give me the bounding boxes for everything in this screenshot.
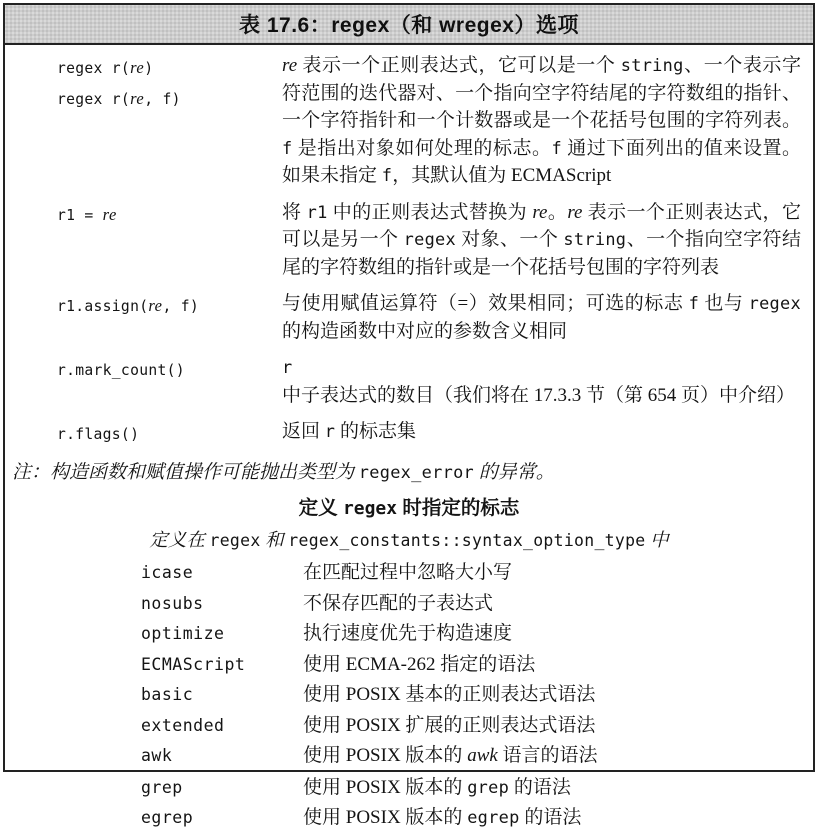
flag-description — [303, 741, 803, 772]
flag-row — [5, 741, 813, 772]
option-term — [57, 418, 282, 450]
text-run: regex — [209, 531, 261, 550]
flag-row — [5, 772, 813, 803]
regex-options-table — [3, 3, 815, 828]
term-line — [57, 200, 282, 231]
text-run: regex r( — [57, 60, 131, 77]
text-run: f — [282, 137, 293, 158]
text-run: 的构造函数中对应的参数含义相同 — [282, 320, 568, 342]
text-run: re — [532, 201, 548, 223]
option-rows — [5, 52, 813, 450]
text-run: POSIX — [345, 684, 401, 705]
option-description — [282, 290, 801, 345]
text-run: r1.assign( — [57, 298, 149, 315]
text-run: f — [551, 137, 562, 158]
flag-name: egrep — [141, 808, 194, 827]
text-run: 与使用赋值运算符（=）效果相同；可选的标志 — [282, 293, 689, 314]
text-run: 的标志集 — [335, 421, 417, 442]
text-run: r — [324, 421, 336, 441]
text-run: 使用 — [303, 714, 346, 736]
text-run: 、一个表示字符范围的迭代器对、一个指向空字符结尾的字符数组的指针、一个字符指针和一个计数器或是一个花括号包围的字符列表。 — [282, 55, 801, 131]
text-run: 。 — [547, 201, 568, 223]
text-run: 版本的 — [400, 745, 468, 766]
text-run: r.flags() — [57, 426, 140, 443]
text-run: 注：构造函数和赋值操作可能抛出类型为 — [12, 462, 359, 483]
text-run: 中子表达式的数目（我们将在 17.3.3 节（第 654 页）中介绍） — [282, 384, 796, 406]
option-description — [282, 52, 801, 190]
text-run: 指定的语法 — [435, 653, 536, 675]
flag-description — [303, 772, 803, 804]
flag-description — [303, 802, 803, 834]
text-run: 版本的 — [400, 807, 468, 828]
text-run: re — [567, 201, 583, 223]
option-term — [57, 290, 282, 345]
text-run: 使用 — [303, 653, 346, 675]
text-run: string — [563, 229, 627, 249]
flag-description — [303, 650, 803, 681]
text-run: 在匹配过程中忽略大小写 — [303, 562, 513, 583]
text-run: regex_error — [358, 462, 475, 482]
flag-row — [5, 650, 813, 681]
text-run: re — [130, 58, 145, 77]
text-run: awk — [467, 745, 498, 766]
text-run: r.mark_count() — [57, 362, 185, 379]
term-line — [57, 291, 282, 322]
flag-name: grep — [141, 777, 183, 797]
text-run: , f) — [162, 298, 200, 315]
text-run: 表示一个正则表达式，它可以是一个 — [297, 55, 621, 76]
flag-description — [303, 589, 803, 620]
table-row — [5, 418, 813, 450]
text-run: re — [148, 296, 163, 315]
text-run: 使用 — [303, 745, 346, 766]
text-run: r — [282, 357, 293, 377]
flag-name: ECMAScript — [141, 654, 246, 674]
text-run: 基本的正则表达式语法 — [400, 684, 596, 705]
text-run: regex_constants::syntax_option_type — [288, 531, 646, 550]
text-run: 使用 — [303, 807, 346, 828]
text-run: 也与 — [699, 293, 749, 314]
flag-name: extended — [141, 715, 225, 735]
option-description — [282, 418, 801, 450]
text-run: ，其默认值为 — [392, 165, 512, 186]
flags-section-header — [5, 495, 813, 522]
text-run: ) — [144, 60, 154, 77]
flag-description — [303, 711, 803, 742]
term-line — [57, 355, 282, 386]
option-description — [282, 354, 801, 409]
text-run: 通过下面列出的值来设置。如果未指定 — [282, 137, 801, 186]
flag-name: awk — [141, 746, 173, 765]
text-run: f — [688, 293, 700, 313]
text-run: regex r( — [57, 91, 131, 108]
text-run: 的语法 — [519, 807, 582, 828]
text-run: 不保存匹配的子表达式 — [303, 592, 494, 614]
text-run: 语言的语法 — [497, 745, 598, 766]
text-run: 使用 — [303, 684, 346, 705]
text-run: 定义 — [298, 497, 343, 519]
text-run: 、一个指向空字符结尾的字符数组的指针或是一个花括号包围的字符列表 — [282, 229, 801, 278]
table-title-band — [5, 5, 813, 45]
text-run: 的语法 — [509, 776, 571, 798]
text-run: regex — [343, 498, 397, 519]
flag-row — [5, 680, 813, 711]
flag-name: optimize — [141, 624, 225, 643]
table-row — [5, 354, 813, 409]
table-row — [5, 52, 813, 190]
text-run: , f) — [144, 91, 181, 108]
text-run: regex — [403, 229, 457, 249]
text-run: string — [620, 55, 684, 75]
flag-description — [303, 680, 803, 711]
option-term — [57, 354, 282, 409]
text-run: 使用 — [303, 776, 346, 798]
text-run: 返回 — [282, 421, 325, 442]
text-run: 定义在 — [149, 531, 210, 551]
text-run: re — [282, 55, 298, 76]
text-run: POSIX — [345, 714, 401, 736]
text-run: 中的正则表达式替换为 — [327, 201, 533, 223]
text-run: 是指出对象如何处理的标志。 — [292, 137, 552, 159]
flag-row — [5, 589, 813, 620]
flag-row — [5, 711, 813, 742]
flag-description — [303, 558, 803, 589]
flag-row — [5, 558, 813, 589]
text-run: 执行速度优先于构造速度 — [303, 623, 513, 644]
flag-name: nosubs — [141, 593, 204, 613]
table-note — [5, 459, 813, 486]
term-line — [57, 419, 282, 450]
flag-name: icase — [141, 563, 194, 582]
text-run: egrep — [467, 807, 520, 827]
option-description — [282, 199, 801, 282]
text-run: 的异常。 — [474, 462, 555, 483]
flag-description — [303, 619, 803, 650]
flags-definition-scope — [5, 528, 813, 554]
text-run: 表示一个正则表达式，它可以是另一个 — [282, 201, 801, 250]
text-run: r1 — [306, 201, 328, 222]
term-line — [57, 53, 282, 84]
text-run: 将 — [282, 201, 307, 223]
term-line — [57, 84, 282, 115]
text-run: 和 — [260, 531, 289, 551]
text-run: 中 — [645, 531, 669, 551]
text-run: grep — [467, 776, 510, 797]
text-run: f — [381, 165, 393, 185]
table-title: 表 17.6：regex（和 wregex）选项 — [239, 14, 579, 37]
text-run: regex — [748, 293, 801, 313]
text-run: 扩展的正则表达式语法 — [400, 714, 596, 736]
text-run: POSIX — [345, 807, 401, 828]
text-run: POSIX — [345, 776, 401, 798]
option-term — [57, 52, 282, 190]
table-body — [5, 45, 813, 833]
flag-row — [5, 802, 813, 833]
text-run: 时指定的标志 — [397, 497, 520, 519]
text-run: ECMA-262 — [345, 653, 436, 675]
text-run: r1 = — [57, 206, 103, 224]
text-run: 版本的 — [400, 776, 468, 798]
table-row — [5, 290, 813, 345]
flag-rows — [5, 558, 813, 833]
text-run: re — [130, 89, 145, 108]
text-run: re — [102, 204, 117, 224]
flag-row — [5, 619, 813, 650]
text-run: 对象、一个 — [456, 229, 564, 250]
text-run: ECMAScript — [511, 165, 612, 186]
table-row — [5, 199, 813, 282]
option-term — [57, 199, 282, 282]
flag-name: basic — [141, 685, 194, 704]
text-run: POSIX — [345, 745, 401, 766]
